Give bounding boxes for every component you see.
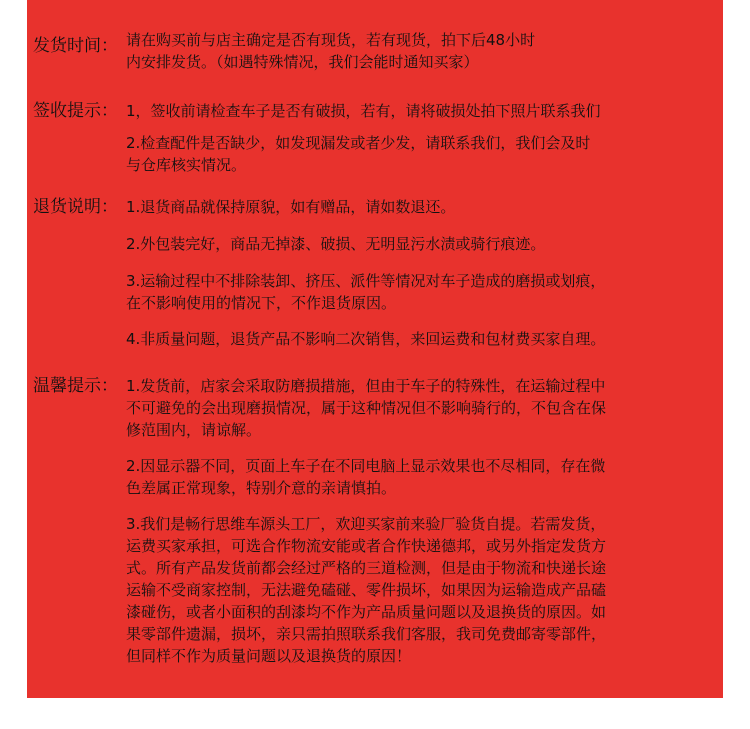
list-item: 4.非质量问题，退货产品不影响二次销售，来回运费和包材费买家自理。: [126, 330, 606, 348]
section-label: 发货时间：: [33, 36, 118, 56]
list-item: 3.我们是畅行思维车源头工厂，欢迎买家前来验厂验货自提。若需发货， 运费买家承担，可选合作物流安能或者合作快递德邦，或另外指定发货方 式。所有产品发货前都会经过严格的三道检测，但是由于物流和快递长途 运输不受商家控制，无法避免磕碰、零件损坏，如果因为运输造成产品磕 漆碰伤，或者小面积的刮漆均不作为产品质量问题以及退换货的原因。如 果零部件遗漏，损坏，亲只需拍照联系我们客服，我司免费邮寄零部件， 但同样不作为质量问题以及退换货的原因！: [126, 515, 607, 665]
list-item: 2.外包装完好，商品无掉漆、破损、无明显污水渍或骑行痕迹。: [126, 235, 546, 253]
list-item: 1.发货前，店家会采取防磨损措施，但由于车子的特殊性，在运输过程中 不可避免的会出现磨损情况，属于这种情况但不影响骑行的，不包含在保 修范围内，请谅解。: [126, 377, 607, 439]
section-label: 温馨提示：: [33, 376, 118, 396]
list-item: 请在购买前与店主确定是否有现货，若有现货，拍下后48小时 内安排发货。（如遇特殊情况，我们会能时通知买家）: [126, 31, 536, 71]
section-items: [126, 100, 708, 176]
section-items: [126, 375, 708, 667]
list-item: 1，签收前请检查车子是否有破损，若有，请将破损处拍下照片联系我们: [126, 102, 601, 120]
list-item: 2.检查配件是否缺少，如发现漏发或者少发，请联系我们，我们会及时 与仓库核实情况。: [126, 134, 591, 174]
section-items: [126, 196, 708, 350]
list-item: 3.运输过程中不排除装卸、挤压、派件等情况对车子造成的磨损或划痕， 在不影响使用的情况下，不作退货原因。: [126, 272, 606, 312]
section-items: [126, 31, 708, 79]
section-label: 签收提示：: [33, 101, 118, 121]
section-label: 退货说明：: [33, 197, 118, 217]
list-item: 2.因显示器不同，页面上车子在不同电脑上显示效果也不尽相同，存在微 色差属正常现象，特别介意的亲请慎拍。: [126, 457, 606, 497]
info-panel: [27, 0, 723, 698]
list-item: 1.退货商品就保持原貌，如有赠品，请如数退还。: [126, 198, 456, 216]
